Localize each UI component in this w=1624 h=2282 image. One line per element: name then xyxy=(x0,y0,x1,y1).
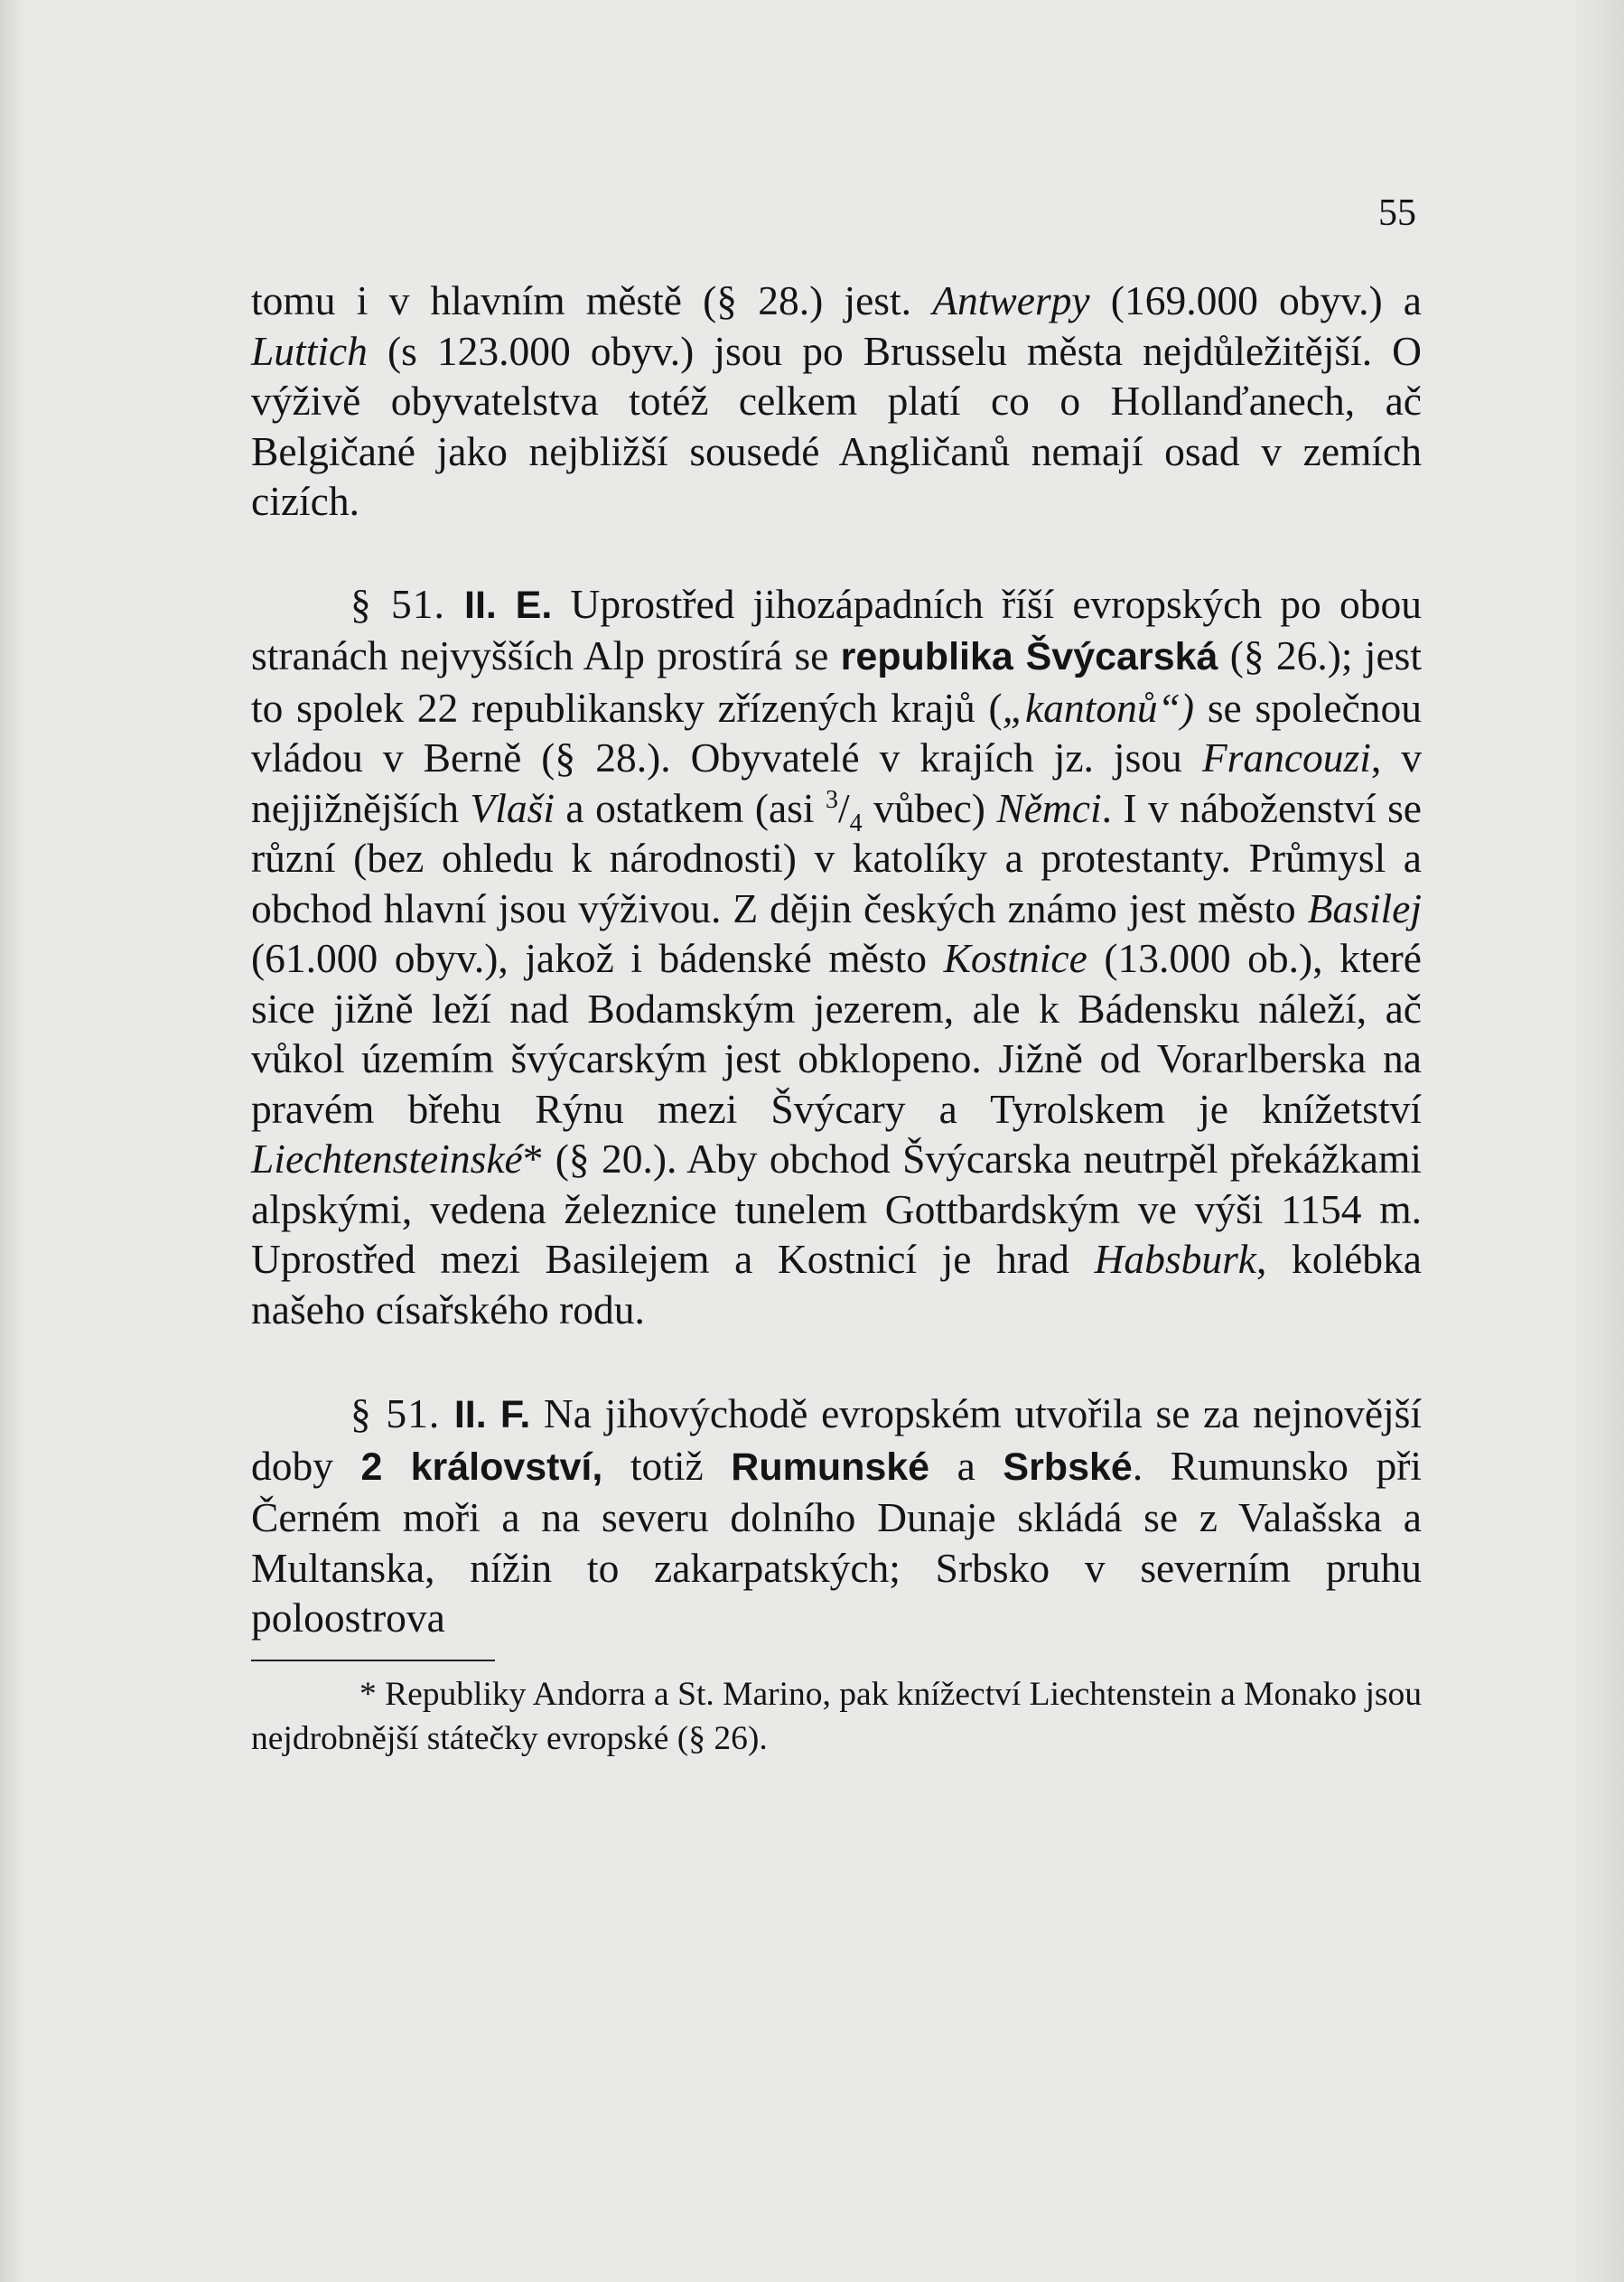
text-run: . Rumunsko při Černém moři a na severu dolního Dunaje skládá se z Valašska a Multanska, nížin to zakarpatských; Srbsko v severním pruhu poloostrova xyxy=(251,1442,1423,1641)
text-run: (169.000 obyv.) a xyxy=(1089,277,1422,323)
text-run: * (§ 20.). Aby obchod Švýcarska neutrpěl překážkami alpskými, vedena železnice tunelem Gottbardským ve výši 1154 m. Uprostřed mezi Basilejem a Kostnicí je hrad xyxy=(251,1136,1422,1282)
italic-term: Luttich xyxy=(251,327,368,374)
fraction-slash: / xyxy=(838,784,850,831)
footnote-rule xyxy=(251,1660,495,1661)
section-label: II. E. xyxy=(464,583,553,627)
text-run: a xyxy=(929,1442,1003,1489)
paragraph-3 xyxy=(251,1389,1422,1643)
italic-term: „kantonů“) xyxy=(1002,684,1195,731)
section-mark: § 51. xyxy=(350,580,465,627)
text-run: tomu i v hlavním městě (§ 28.) jest. xyxy=(251,277,933,323)
footnote: * Republiky Andorra a St. Marino, pak knížectví Liechtenstein a Monako jsou nejdrobnější státečky evropské (§ 26). xyxy=(251,1675,1422,1757)
text-run: , v nejjižnějších xyxy=(251,734,1422,831)
text-run: totiž xyxy=(602,1442,732,1489)
paragraph-2 xyxy=(251,579,1422,1335)
italic-term: Francouzi xyxy=(1201,734,1371,781)
section-label: II. F. xyxy=(453,1393,531,1436)
italic-term: Vlaši xyxy=(470,784,555,831)
fraction-denominator: 4 xyxy=(849,809,863,837)
page-body xyxy=(251,276,1422,1761)
bold-term: republika Švýcarská xyxy=(840,635,1218,678)
italic-term: Basilej xyxy=(1307,884,1422,931)
paragraph-1 xyxy=(251,276,1422,527)
text-run: vůbec) xyxy=(862,784,997,831)
text-run: (13.000 ob.), které sice jižně leží nad Bodamským jezerem, ale k Bádensku náleží, ač vůkol územím švýcarským jest obklopeno. Jižně od Vorarlberska na pravém břehu Rýnu mezi Švýcary a Tyrolskem je knížetství xyxy=(251,935,1422,1132)
bold-term: Srbské xyxy=(1003,1445,1133,1489)
text-run: (61.000 obyv.), jakož i bádenské město xyxy=(251,935,944,981)
italic-term: Antwerpy xyxy=(932,277,1090,323)
bold-term: Rumunské xyxy=(731,1445,930,1489)
text-run: Na jihovýchodě evropském utvořila se za nejnovější doby xyxy=(251,1390,1423,1489)
bold-term: 2 království, xyxy=(360,1445,603,1489)
page-number: 55 xyxy=(1378,192,1416,234)
text-run: Uprostřed jihozápadních říší evropských po obou stranách nejvyšších Alp prostírá se xyxy=(251,580,1423,678)
page-edge-right xyxy=(1570,0,1624,2282)
text-run: (§ 26.); jest to spolek 22 republikansky zřízených krajů ( xyxy=(251,632,1422,731)
fraction-numerator: 3 xyxy=(826,785,838,814)
italic-term: Liechtensteinské xyxy=(251,1136,523,1182)
text-run: a ostatkem (asi xyxy=(554,784,826,831)
section-mark: § 51. xyxy=(350,1390,454,1436)
text-run: . I v náboženství se různí (bez ohledu k národnosti) v katolíky a protestanty. Průmysl a obchod hlavní jsou výživou. Z dějin českých známo jest město xyxy=(251,784,1423,931)
page-edge-left xyxy=(0,0,25,2282)
italic-term: Němci xyxy=(996,784,1102,831)
italic-term: Habsburk xyxy=(1094,1236,1256,1282)
italic-term: Kostnice xyxy=(943,935,1087,981)
text-run: se společnou vládou v Berně (§ 28.). Obyvatelé v krajích jz. jsou xyxy=(251,684,1422,781)
text-run: , kolébka našeho císařského rodu. xyxy=(251,1236,1422,1333)
text-run: (s 123.000 obyv.) jsou po Brusselu města nejdůležitější. O výživě obyvatelstva totéž celkem platí co o Hollanďanech, ač Belgičané jako nejbližší sousedé Angličanů nemají osad v zemích cizích. xyxy=(251,327,1422,524)
